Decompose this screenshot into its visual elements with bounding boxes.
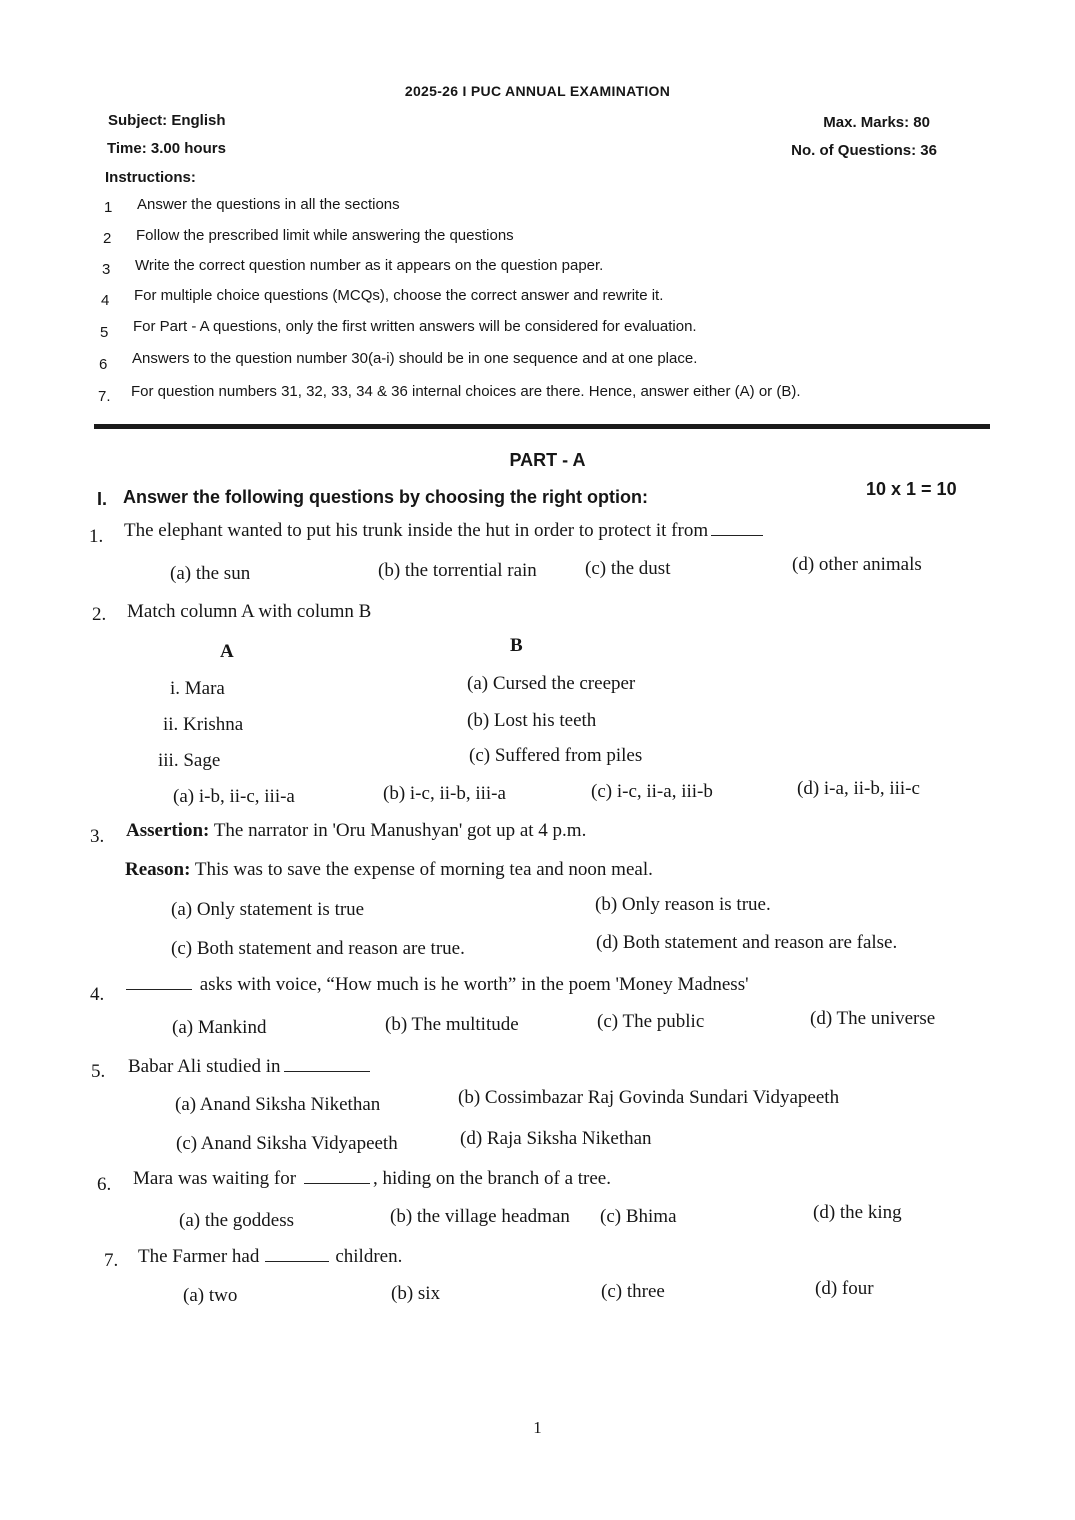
column-b-item: (c) Suffered from piles bbox=[469, 745, 643, 766]
reason-text: Reason: This was to save the expense of morning tea and noon meal. bbox=[125, 859, 653, 880]
option: (b) six bbox=[391, 1283, 441, 1304]
page-number: 1 bbox=[533, 1418, 542, 1437]
section-instruction: Answer the following questions by choosing the right option: bbox=[123, 487, 648, 507]
assertion-text: Assertion: The narrator in 'Oru Manushyan' got up at 4 p.m. bbox=[126, 820, 587, 841]
part-a-title: PART - A bbox=[509, 450, 586, 470]
instruction-number: 3 bbox=[102, 261, 111, 278]
column-b-item: (a) Cursed the creeper bbox=[467, 673, 636, 694]
option: (b) Cossimbazar Raj Govinda Sundari Vidyapeeth bbox=[458, 1087, 840, 1108]
section-number: I. bbox=[97, 489, 108, 509]
option: (b) the torrential rain bbox=[378, 560, 537, 581]
instruction-number: 5 bbox=[100, 324, 109, 341]
answer-blank bbox=[126, 988, 192, 990]
option: (a) Mankind bbox=[172, 1017, 267, 1038]
option: (c) The public bbox=[597, 1011, 705, 1032]
question-text: Mara was waiting for , hiding on the branch of a tree. bbox=[133, 1168, 611, 1189]
instruction-number: 2 bbox=[103, 230, 112, 247]
option: (a) Only statement is true bbox=[171, 899, 365, 920]
instruction-text: For Part - A questions, only the first written answers will be considered for evaluation. bbox=[133, 318, 697, 335]
section-marks: 10 x 1 = 10 bbox=[866, 479, 957, 499]
option: (c) Bhima bbox=[600, 1206, 677, 1227]
question-text: The elephant wanted to put his trunk inside the hut in order to protect it from bbox=[124, 520, 766, 542]
answer-blank bbox=[265, 1260, 329, 1262]
column-b-item: (b) Lost his teeth bbox=[467, 710, 597, 731]
instruction-text: Answer the questions in all the sections bbox=[137, 196, 400, 213]
option: (d) the king bbox=[813, 1202, 902, 1223]
divider-rule bbox=[94, 424, 990, 429]
instruction-text: Answers to the question number 30(a-i) should be in one sequence and at one place. bbox=[132, 350, 698, 367]
instruction-number: 4 bbox=[101, 292, 110, 309]
answer-blank bbox=[304, 1182, 370, 1184]
option: (d) Both statement and reason are false. bbox=[596, 932, 898, 953]
option: (c) Both statement and reason are true. bbox=[171, 938, 465, 959]
option: (b) Only reason is true. bbox=[595, 894, 771, 915]
option: (c) three bbox=[601, 1281, 665, 1302]
instruction-number: 7. bbox=[98, 388, 111, 405]
answer-blank bbox=[711, 534, 763, 536]
question-number: 1. bbox=[89, 526, 104, 547]
subject-label: Subject: English bbox=[108, 112, 226, 129]
option: (a) the sun bbox=[170, 563, 251, 584]
max-marks-label: Max. Marks: 80 bbox=[823, 114, 930, 131]
instruction-text: Write the correct question number as it appears on the question paper. bbox=[135, 257, 604, 274]
question-text: Babar Ali studied in bbox=[128, 1056, 373, 1078]
column-a-item: ii. Krishna bbox=[163, 714, 244, 735]
instruction-text: For question numbers 31, 32, 33, 34 & 36 internal choices are there. Hence, answer either (A) or (B). bbox=[131, 383, 801, 400]
question-text: asks with voice, “How much is he worth” in the poem 'Money Madness' bbox=[126, 974, 749, 996]
instruction-number: 1 bbox=[104, 199, 113, 216]
option: (d) i-a, ii-b, iii-c bbox=[797, 778, 920, 799]
option: (b) the village headman bbox=[390, 1206, 570, 1227]
question-number: 7. bbox=[104, 1250, 119, 1271]
instruction-text: Follow the prescribed limit while answering the questions bbox=[136, 227, 514, 244]
option: (a) two bbox=[183, 1285, 238, 1306]
option: (a) the goddess bbox=[179, 1210, 295, 1231]
option: (d) Raja Siksha Nikethan bbox=[460, 1128, 652, 1149]
option: (c) i-c, ii-a, iii-b bbox=[591, 781, 713, 802]
column-b-heading: B bbox=[510, 635, 523, 656]
option: (b) The multitude bbox=[385, 1014, 519, 1035]
option: (a) i-b, ii-c, iii-a bbox=[173, 786, 295, 807]
instruction-number: 6 bbox=[99, 356, 108, 373]
question-text: Match column A with column B bbox=[127, 601, 372, 622]
column-a-item: iii. Sage bbox=[158, 750, 221, 771]
answer-blank bbox=[284, 1070, 370, 1072]
num-questions-label: No. of Questions: 36 bbox=[791, 142, 937, 159]
option: (d) The universe bbox=[810, 1008, 936, 1029]
option: (a) Anand Siksha Nikethan bbox=[175, 1094, 381, 1115]
option: (d) other animals bbox=[792, 554, 922, 575]
question-number: 3. bbox=[90, 826, 105, 847]
time-label: Time: 3.00 hours bbox=[107, 140, 226, 157]
question-number: 6. bbox=[97, 1174, 112, 1195]
option: (d) four bbox=[815, 1278, 874, 1299]
instruction-text: For multiple choice questions (MCQs), choose the correct answer and rewrite it. bbox=[134, 287, 664, 304]
question-text: The Farmer had children. bbox=[138, 1246, 403, 1267]
question-number: 4. bbox=[90, 984, 105, 1005]
option: (c) Anand Siksha Vidyapeeth bbox=[176, 1133, 398, 1154]
instructions-heading: Instructions: bbox=[105, 169, 196, 186]
column-a-heading: A bbox=[220, 641, 234, 662]
option: (b) i-c, ii-b, iii-a bbox=[383, 783, 506, 804]
question-number: 5. bbox=[91, 1061, 106, 1082]
exam-title: 2025-26 I PUC ANNUAL EXAMINATION bbox=[404, 83, 671, 99]
column-a-item: i. Mara bbox=[170, 678, 225, 699]
question-number: 2. bbox=[92, 604, 107, 625]
option: (c) the dust bbox=[585, 558, 671, 579]
